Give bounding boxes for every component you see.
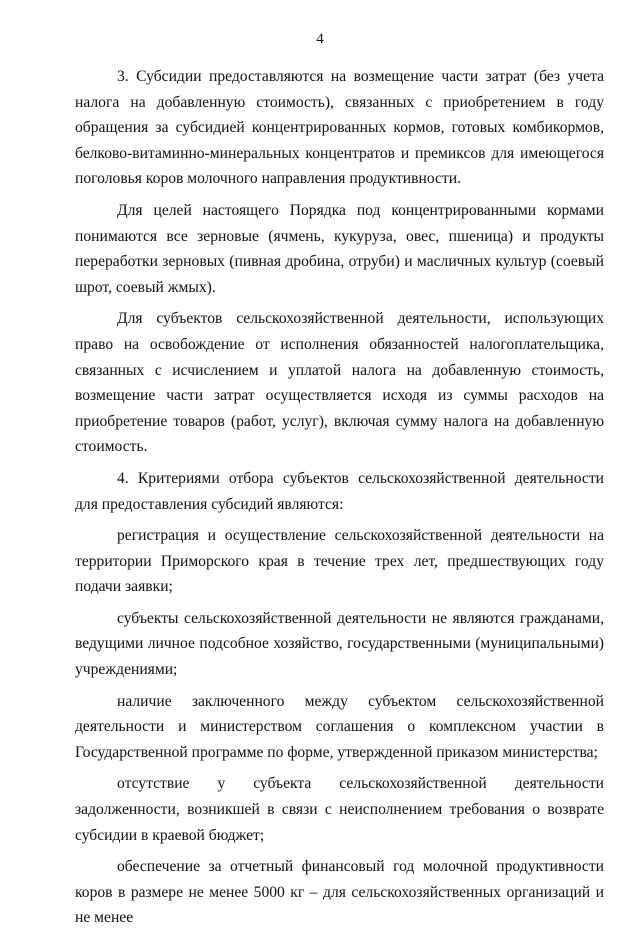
document-body (75, 64, 604, 931)
paragraph-subsidy-purpose: 3. Субсидии предоставляются на возмещение части затрат (без учета налога на добавленную стоимость), связанных с приобретением в году обращения за субсидией концентрированных кормов, готовых комбикормов, белково-витаминно-минеральных концентратов и премиксов для имеющегося поголовья коров молочного направления продуктивности. (75, 68, 604, 188)
criterion-no-debt: отсутствие у субъекта сельскохозяйственной деятельности задолженности, возникшей в связи с неисполнением требования о возврате субсидии в краевой бюджет; (75, 775, 604, 844)
criterion-not-individuals: субъекты сельскохозяйственной деятельности не являются гражданами, ведущими личное подсобное хозяйство, государственными (муниципальными) учреждениями; (75, 609, 604, 679)
criterion-agreement: наличие заключенного между субъектом сельскохозяйственной деятельности и министерством соглашения о комплексном участии в Государственной программе по форме, утвержденной приказом министерства; (75, 692, 604, 761)
criterion-milk-productivity: обеспечение за отчетный финансовый год молочной продуктивности коров в размере не менее 5000 кг – для сельскохозяйственных организаций и не менее (75, 858, 604, 927)
page-number: 4 (316, 31, 324, 47)
paragraph-concentrated-feed-definition: Для целей настоящего Порядка под концентрированными кормами понимаются все зерновые (ячмень, кукуруза, овес, пшеница) и продукты переработки зерновых (пивная дробина, отруби) и масличных культур (соевый шрот, соевый жмых). (75, 201, 604, 296)
criterion-registration: регистрация и осуществление сельскохозяйственной деятельности на территории Приморского края в течение трех лет, предшествующих году подачи заявки; (75, 527, 604, 596)
paragraph-selection-criteria: 4. Критериями отбора субъектов сельскохозяйственной деятельности для предоставления субсидий являются: (75, 469, 604, 513)
paragraph-vat-exemption: Для субъектов сельскохозяйственной деятельности, использующих право на освобождение от исполнения обязанностей налогоплательщика, связанных с исчислением и уплатой налога на добавленную стоимость, возмещение части затрат осуществляется исходя из суммы расходов на приобретение товаров (работ, услуг), включая сумму налога на добавленную стоимость. (75, 310, 604, 456)
